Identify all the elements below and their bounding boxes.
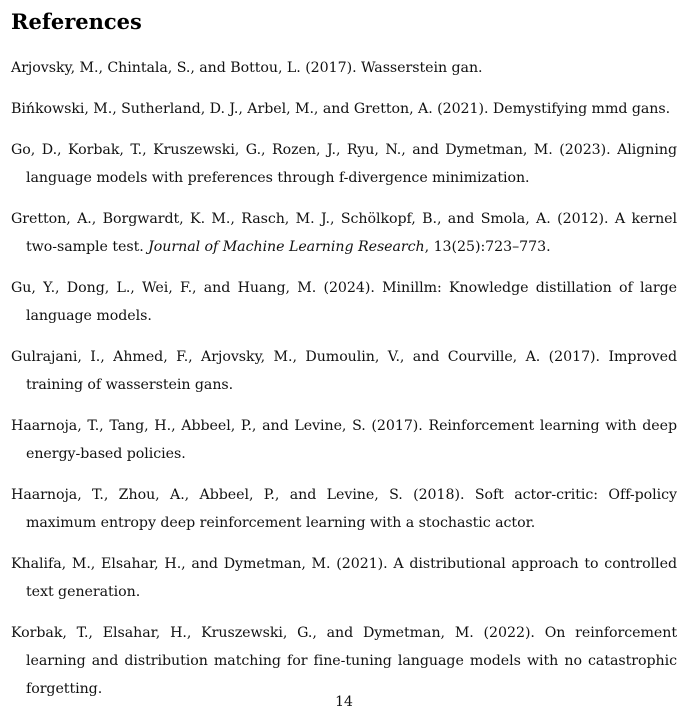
reference-text: Haarnoja, T., Tang, H., Abbeel, P., and Levine, S. (2017). Reinforcement learning with deep energy-based policies. [11, 418, 677, 462]
reference-text: Khalifa, M., Elsahar, H., and Dymetman, M. (2021). A distributional approach to controlled text generation. [11, 556, 677, 600]
reference-volume-pages: , 13(25):723–773. [424, 239, 551, 255]
reference-text: Arjovsky, M., Chintala, S., and Bottou, L. (2017). Wasserstein gan. [11, 60, 483, 76]
reference-item [11, 343, 677, 399]
reference-venue: Journal of Machine Learning Research [148, 239, 425, 255]
reference-text: Gu, Y., Dong, L., Wei, F., and Huang, M. (2024). Minillm: Knowledge distillation of large language models. [11, 280, 677, 324]
section-title: References [11, 9, 142, 34]
reference-item [11, 205, 677, 261]
reference-text: Gretton, A., Borgwardt, K. M., Rasch, M. J., Schölkopf, B., and Smola, A. (2012). A kernel two-sample test. [11, 211, 677, 255]
reference-text: Gulrajani, I., Ahmed, F., Arjovsky, M., Dumoulin, V., and Courville, A. (2017). Improved training of wasserstein gans. [11, 349, 677, 393]
reference-text: Bińkowski, M., Sutherland, D. J., Arbel, M., and Gretton, A. (2021). Demystifying mmd gans. [11, 101, 671, 117]
reference-list [11, 54, 677, 716]
reference-text: Haarnoja, T., Zhou, A., Abbeel, P., and Levine, S. (2018). Soft actor-critic: Off-policy maximum entropy deep reinforcement learning with a stochastic actor. [11, 487, 677, 531]
reference-item [11, 136, 677, 192]
reference-item [11, 550, 677, 606]
reference-item [11, 54, 677, 82]
reference-item [11, 274, 677, 330]
reference-text: Korbak, T., Elsahar, H., Kruszewski, G., and Dymetman, M. (2022). On reinforcement learning and distribution matching for fine-tuning language models with no catastrophic forgetting. [11, 625, 677, 697]
reference-item [11, 95, 677, 123]
reference-text: Go, D., Korbak, T., Kruszewski, G., Rozen, J., Ryu, N., and Dymetman, M. (2023). Aligning language models with preferences through f-divergence minimization. [11, 142, 677, 186]
reference-item [11, 481, 677, 537]
page-number: 14 [335, 694, 353, 710]
reference-item [11, 412, 677, 468]
